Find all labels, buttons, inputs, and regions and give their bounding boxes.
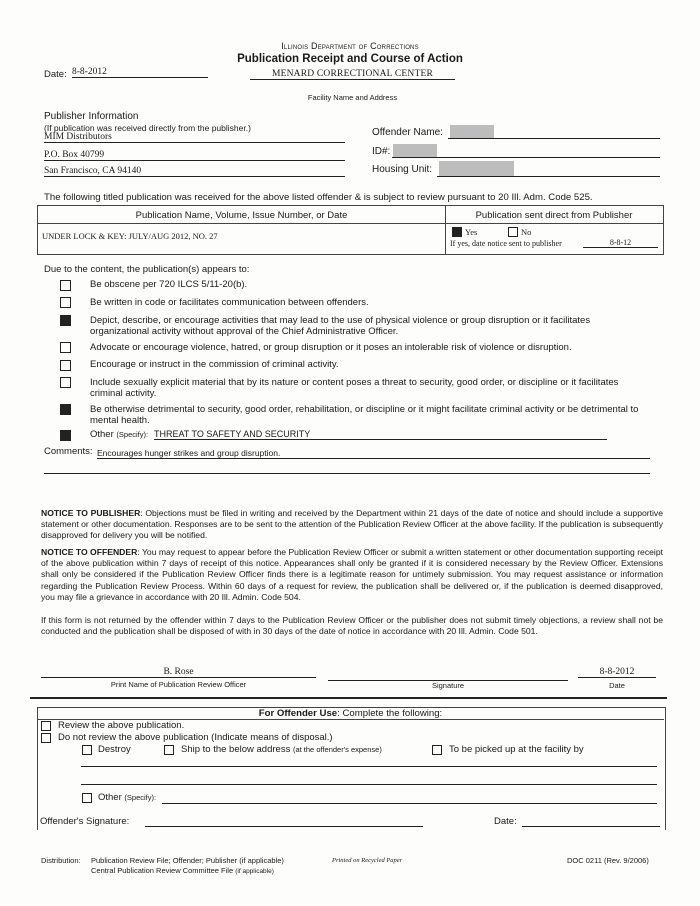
no-review-checkbox[interactable] [41,733,51,743]
comments-field-line2[interactable] [44,473,650,474]
offender-name-field[interactable] [448,138,660,139]
ship-label-text: Ship to the below address [181,744,291,755]
content-item-7: Be otherwise detrimental to security, good order, rehabilitation, or discipline or it might facilitate criminal activity or be detrimental to mental health. [90,404,639,426]
offender-use-heading [37,708,664,719]
address-line-2[interactable] [81,784,657,785]
address-line-1[interactable] [81,766,657,767]
content-checkbox-6[interactable] [60,377,71,388]
department-name: Illinois Department of Corrections [281,41,419,51]
content-item-3: Depict, describe, or encourage activities that may lead to the use of physical violence or group disruption or it facilitates organizational activity without approval of the Chief Administrative Officer. [90,315,591,337]
publisher-note: (If publication was received directly from the publisher.) [44,123,251,133]
form-title: Publication Receipt and Course of Action [237,53,463,65]
other-label-text: Other [90,429,114,440]
ship-note: (at the offender's expense) [292,745,382,754]
offender-id-redaction [393,144,437,157]
distribution-line-2-text: Central Publication Review Committee File [91,866,234,875]
notice-offender-text: : You may request to appear before the Publication Review Officer or submit a written statement or other documentation supporting receipt of the above publication within 7 days of receipt of this notice. Appearances shall only be granted if it is considered necessary by the Review Officer. Extensions shall only be considered if the Publication Review Officer finds there is a legitimate reason for untimely submission. You may request assistance or information regarding the Publication Review Process. Within 60 days of a request for review, the publication shall be delivered or, if the publication is deemed disapproved, you may file a grievance in accordance with 20 Ill. Admin. Code 504. [41,547,663,602]
content-checkbox-4[interactable] [60,342,71,353]
housing-unit-field[interactable] [437,176,660,177]
disposal-other-field[interactable] [162,803,657,804]
publisher-address1-field[interactable]: P.O. Box 40799 [44,150,345,161]
review-checkbox[interactable] [41,721,51,731]
return-notice: If this form is not returned by the offender within 7 days to the Publication Review Officer or the publisher does not submit timely objections, a review shall not be conducted and the publication shall be disposed of with in 30 days of the date of notice in accordance with 20 Ill. Admin. Code 501. [41,615,663,637]
destroy-checkbox[interactable] [82,745,92,755]
ship-label [181,744,382,755]
officer-date-field[interactable]: 8-8-2012 [578,667,656,678]
section-divider [30,697,667,699]
content-checkbox-5[interactable] [60,360,71,371]
date-label: Date: [44,69,67,80]
content-item-4: Advocate or encourage violence, hatred, or group disruption or it poses an intolerable risk of violence or disruption. [90,342,572,353]
destroy-label: Destroy [98,744,131,755]
notice-sent-date-field[interactable]: 8-8-12 [583,238,658,248]
comments-field[interactable]: Encourages hunger strikes and group disruption. [97,448,650,459]
notice-to-publisher [41,508,663,542]
offender-signature-label: Offender's Signature: [40,816,130,827]
distribution-label: Distribution: [41,856,81,865]
content-checkbox-7[interactable] [60,404,71,415]
yes-checkbox[interactable] [452,227,462,237]
other-reason-field[interactable]: THREAT TO SAFETY AND SECURITY [154,429,607,440]
publisher-heading: Publisher Information [44,111,139,122]
disposal-other-text: Other [98,792,122,803]
housing-unit-label: Housing Unit: [372,164,433,175]
disposal-other-note: (Specify): [124,793,157,802]
pub-table-col-divider [445,206,446,254]
disposal-other-label [98,792,156,803]
no-checkbox[interactable] [508,227,518,237]
review-label: Review the above publication. [58,720,185,731]
housing-unit-redaction [439,161,514,176]
other-label [90,429,148,440]
pub-col2-header: Publication sent direct from Publisher [475,210,633,221]
signature-caption: Signature [431,681,465,690]
yes-label: Yes [465,227,478,237]
offender-date-field[interactable] [522,826,660,827]
facility-caption: Facility Name and Address [307,93,398,102]
offender-date-label: Date: [494,816,517,827]
publication-name-field[interactable]: UNDER LOCK & KEY: JULY/AUG 2012, NO. 27 [42,231,218,241]
content-heading: Due to the content, the publication(s) appears to: [44,264,250,275]
pub-table-divider [38,223,663,224]
content-item-1: Be obscene per 720 ILCS 5/11-20(b). [90,279,248,290]
other-specify-text: (Specify): [116,430,149,439]
offender-use-heading-rest: : Complete the following: [337,708,443,719]
content-checkbox-1[interactable] [60,280,71,291]
disposal-other-checkbox[interactable] [82,793,92,803]
notice-offender-label: NOTICE TO OFFENDER [41,547,138,557]
content-item-2: Be written in code or facilitates communication between offenders. [90,297,369,308]
distribution-line-2-note: (if applicable) [235,868,274,875]
notice-sent-label: If yes, date notice sent to publisher [450,239,562,248]
content-item-5: Encourage or instruct in the commission of criminal activity. [90,359,339,370]
pickup-checkbox[interactable] [432,745,442,755]
offender-signature-field[interactable] [145,826,423,827]
intro-text: The following titled publication was received for the above listed offender & is subject to review pursuant to 20 Ill. Adm. Code 525. [44,192,593,203]
officer-name-field[interactable]: B. Rose [41,667,316,678]
distribution-line-2 [91,866,274,875]
form-id: DOC 0211 (Rev. 9/2006) [567,856,649,865]
recycled-note: Printed on Recycled Paper [332,857,403,864]
no-review-label: Do not review the above publication (Indicate means of disposal.) [58,732,333,743]
officer-date-caption: Date [609,681,625,690]
notice-to-offender [41,547,663,603]
no-label: No [521,227,532,237]
notice-publisher-label: NOTICE TO PUBLISHER [41,508,141,518]
publisher-address2-field[interactable]: San Francisco, CA 94140 [44,166,345,177]
notice-publisher-text: : Objections must be filed in writing and received by the Department within 21 days of the date of notice and should include a supportive statement or other documentation. Responses are to be sent to the attention of the Publication Review Officer at the above facility. If the publication is subsequently disapproved for delivery you will be notified. [41,508,664,541]
ship-checkbox[interactable] [164,745,174,755]
publication-table [37,205,664,255]
offender-name-label: Offender Name: [372,127,443,138]
pub-col1-header: Publication Name, Volume, Issue Number, or Date [135,210,348,221]
officer-name-caption: Print Name of Publication Review Officer [110,680,247,689]
comments-label: Comments: [44,446,93,457]
facility-name: MENARD CORRECTIONAL CENTER [250,69,455,80]
offender-id-label: ID#: [372,146,391,157]
content-checkbox-2[interactable] [60,297,71,308]
content-checkbox-3[interactable] [60,315,71,326]
offender-id-field[interactable] [392,157,660,158]
date-field[interactable]: 8-8-2012 [72,67,208,78]
offender-use-heading-bold: For Offender Use [258,708,338,719]
distribution-line-1: Publication Review File; Offender; Publisher (if applicable) [91,856,284,865]
offender-name-redaction [450,125,494,138]
publisher-name-field[interactable]: MIM Distributors [44,132,345,143]
pickup-label: To be picked up at the facility by [449,744,584,755]
content-checkbox-other[interactable] [60,430,71,441]
content-item-6: Include sexually explicit material that by its nature or content poses a threat to security, good order, or discipline or it facilitates criminal activity. [90,377,619,399]
